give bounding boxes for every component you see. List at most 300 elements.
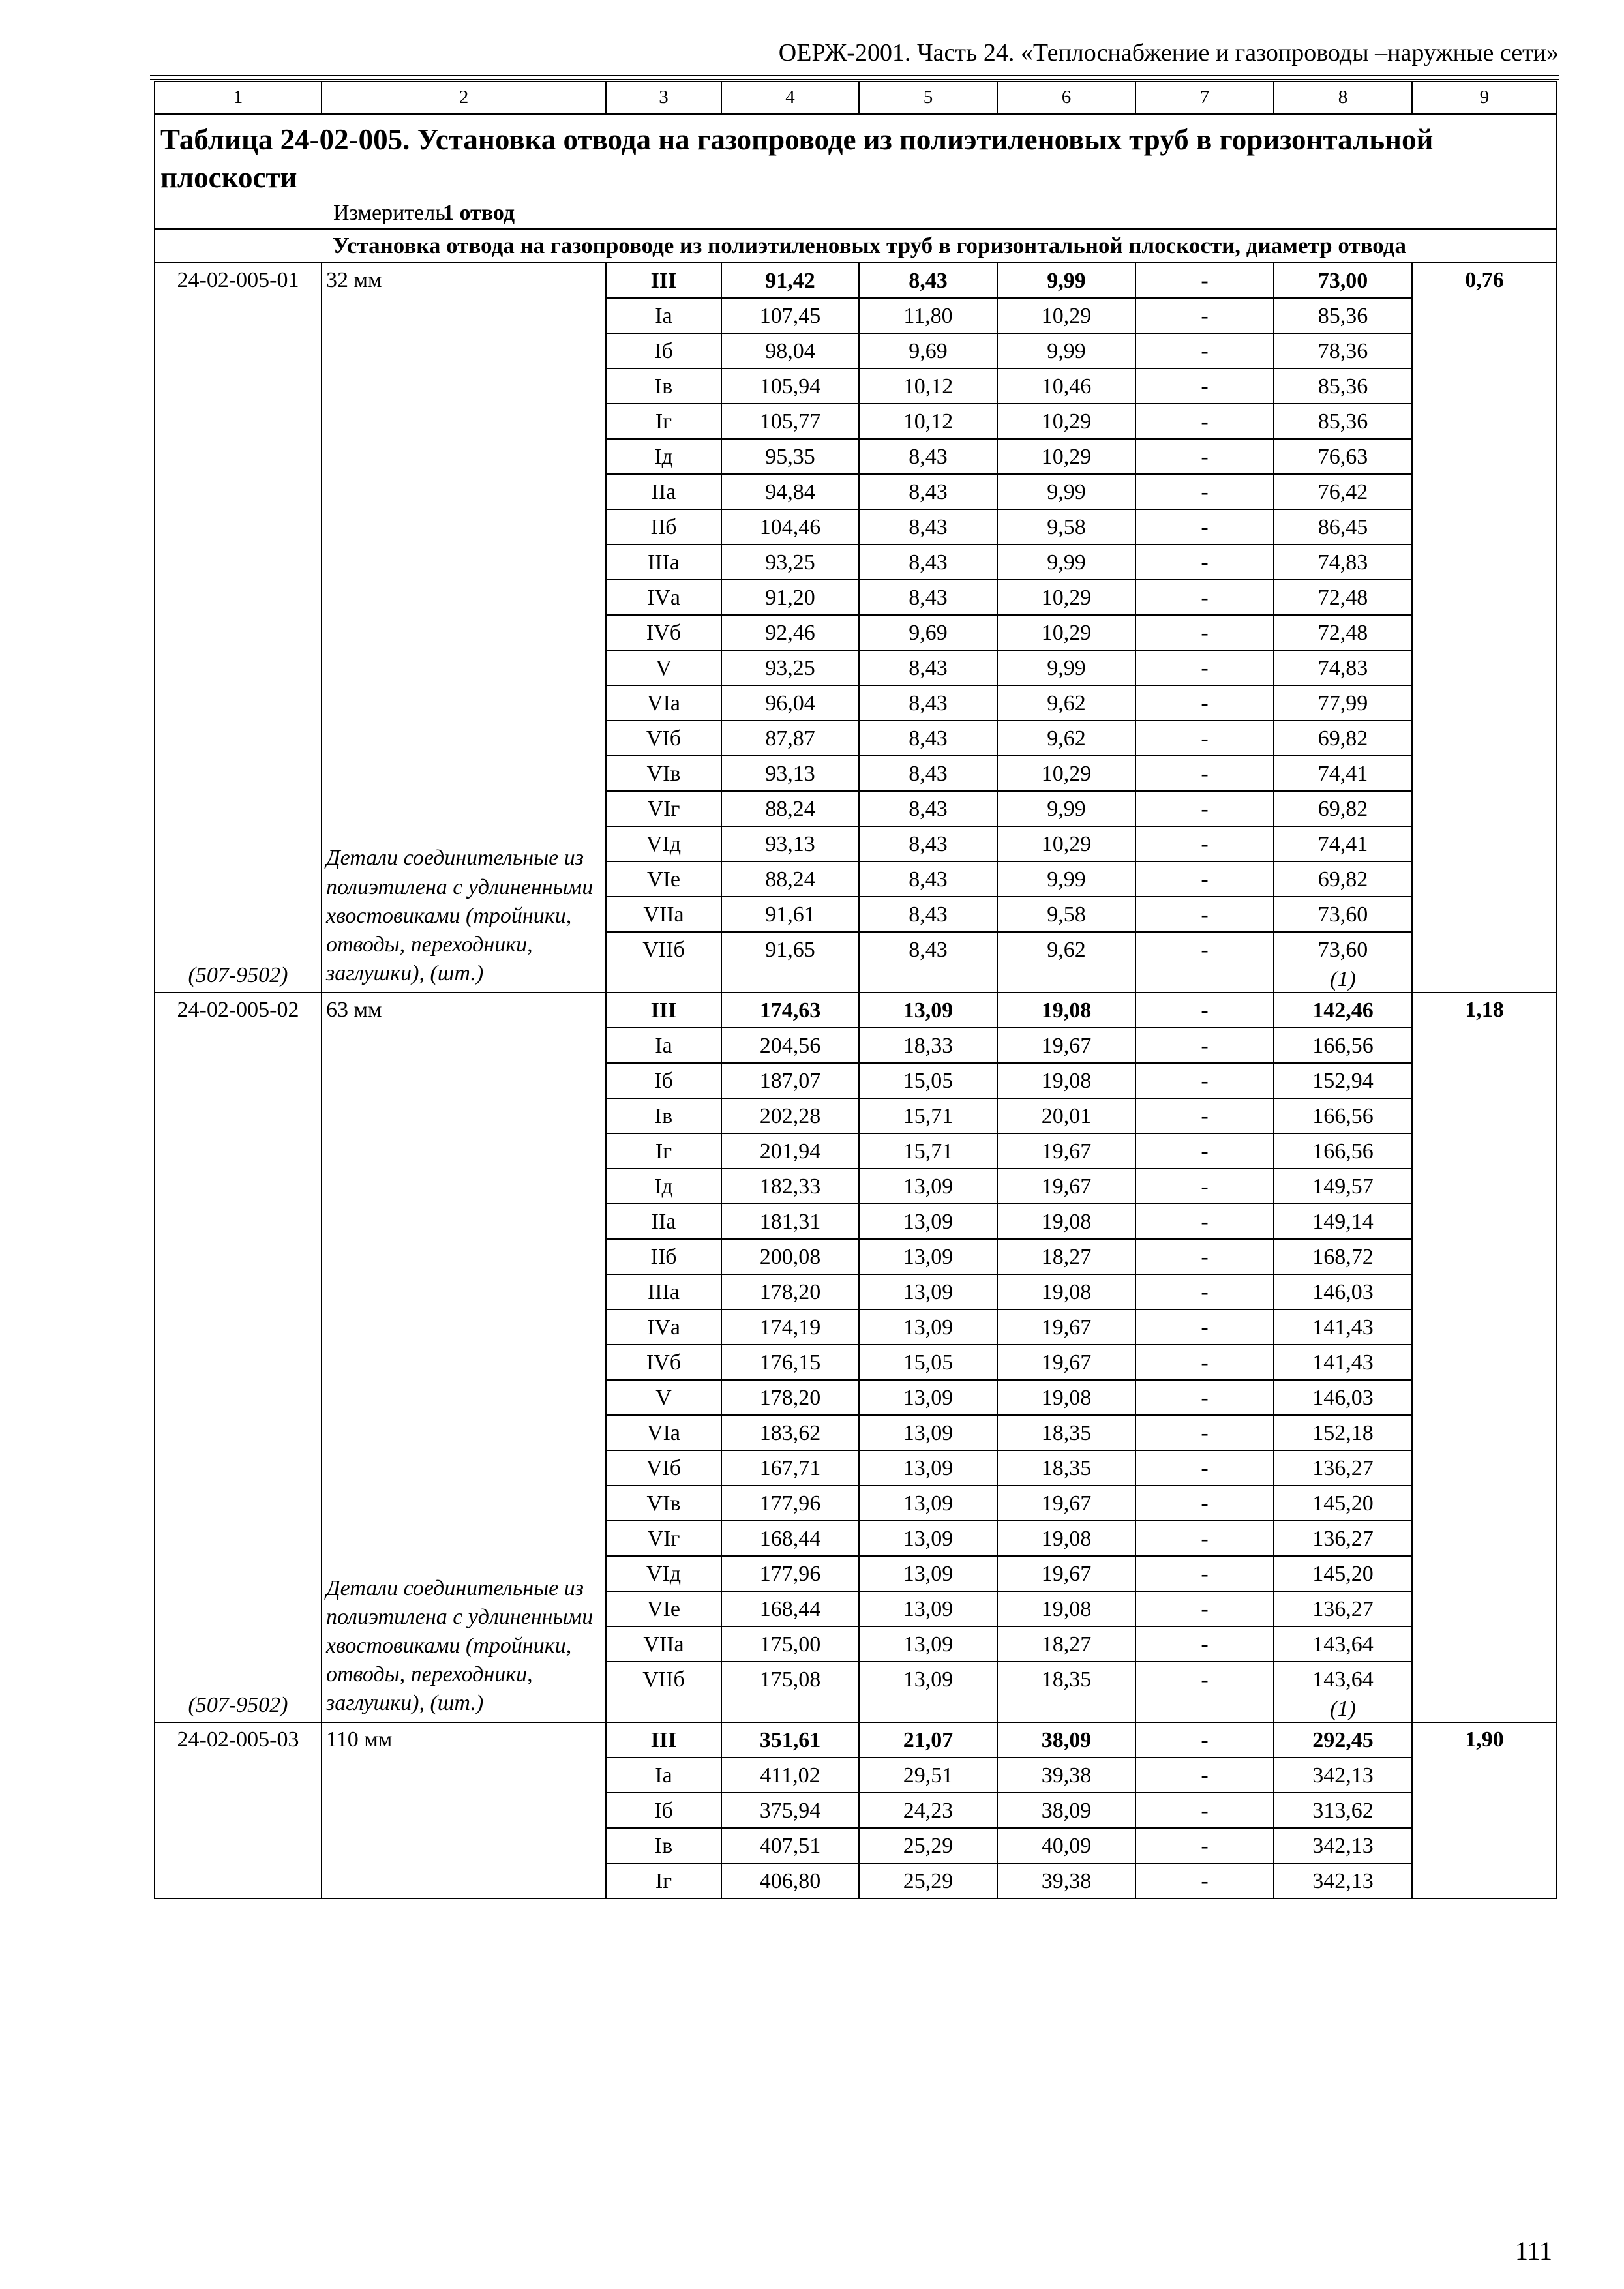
value-cell: 168,44 [721,1521,859,1556]
section-title-row [155,229,1557,263]
value-cell: - [1135,1345,1274,1380]
value-cell: 8,43 [859,474,997,509]
value-cell: - [1135,1450,1274,1486]
value-cell: 183,62 [721,1415,859,1450]
value-cell: - [1135,474,1274,509]
value-cell: 19,67 [997,1133,1135,1169]
value-cell: 69,82 [1274,791,1412,826]
value-cell: 201,94 [721,1133,859,1169]
table-row [155,1722,1557,1758]
value-cell: - [1135,439,1274,474]
value-cell: 174,19 [721,1309,859,1345]
value-cell: 29,51 [859,1758,997,1793]
value-cell: 200,08 [721,1239,859,1274]
value-cell: - [1135,1828,1274,1863]
value-cell: 152,94 [1274,1063,1412,1098]
value-cell: - [1135,509,1274,545]
value-cell: 10,46 [997,368,1135,404]
value-cell: 10,29 [997,615,1135,650]
value-cell: 13,09 [859,1204,997,1239]
value-cell: 149,57 [1274,1169,1412,1204]
coefficient: 0,76 [1465,268,1504,293]
col-number: 7 [1135,82,1274,114]
value-cell: 87,87 [721,721,859,756]
value-cell: 15,05 [859,1345,997,1380]
region-cell: Iг [606,1133,721,1169]
value-cell: 9,99 [997,861,1135,897]
value-cell: 13,09 [859,1309,997,1345]
value-cell: 8,43 [859,545,997,580]
value-cell: - [1135,404,1274,439]
value-cell: - [1135,1863,1274,1898]
col-number: 4 [721,82,859,114]
value-cell: 174,63 [721,993,859,1028]
value-cell: 92,46 [721,615,859,650]
region-cell: Iг [606,404,721,439]
value-cell: 142,46 [1274,993,1412,1028]
value-cell: 182,33 [721,1169,859,1204]
value-cell: - [1135,650,1274,685]
value-cell: 136,27 [1274,1591,1412,1626]
value-cell: 19,08 [997,1521,1135,1556]
region-cell: VIб [606,721,721,756]
value-cell: - [1135,1662,1274,1696]
value-cell: 8,43 [859,439,997,474]
value-cell: 178,20 [721,1380,859,1415]
value-cell: 178,20 [721,1274,859,1309]
value-cell: 342,13 [1274,1863,1412,1898]
material-qty: (1) [1330,967,1356,992]
table-title: Таблица 24-02-005. Установка отвода на газопроводе из полиэтиленовых труб в горизонтальной плоскости [160,123,1434,194]
value-cell: 18,27 [997,1626,1135,1662]
value-cell: 10,12 [859,368,997,404]
value-cell: 11,80 [859,298,997,333]
rate-code-cell [155,993,322,1722]
value-cell: - [1135,1722,1274,1758]
material-code: (507-9502) [188,963,288,988]
value-cell: 411,02 [721,1758,859,1793]
value-cell: 143,64 [1274,1662,1412,1696]
value-cell: 13,09 [859,1626,997,1662]
value-cell: - [1135,1758,1274,1793]
region-cell: III [606,1722,721,1758]
value-cell: - [1135,333,1274,368]
region-cell: V [606,650,721,685]
value-cell: 95,35 [721,439,859,474]
rate-code-cell [155,1722,322,1898]
value-cell: 107,45 [721,298,859,333]
value-cell: 74,41 [1274,756,1412,791]
value-cell: 88,24 [721,861,859,897]
material-qty-cell [1274,1696,1412,1722]
value-cell: 78,36 [1274,333,1412,368]
col-number: 2 [322,82,606,114]
measure-value: 1 отвод [443,201,515,226]
value-cell: - [1135,897,1274,932]
value-cell: 69,82 [1274,861,1412,897]
header-rule-bottom [150,79,1559,80]
value-cell: 13,09 [859,1415,997,1450]
value-cell: 145,20 [1274,1486,1412,1521]
value-cell: 9,58 [997,509,1135,545]
value-cell: 88,24 [721,791,859,826]
value-cell: 9,69 [859,615,997,650]
region-cell: VIе [606,1591,721,1626]
value-cell: 9,58 [997,897,1135,932]
pipe-diameter: 32 мм [326,268,382,293]
value-cell: 8,43 [859,756,997,791]
rate-description-cell [322,263,606,993]
measure-label: Измеритель: [333,201,452,226]
region-cell: III [606,993,721,1028]
value-cell: 73,60 [1274,897,1412,932]
value-cell: 351,61 [721,1722,859,1758]
value-cell: 19,67 [997,1028,1135,1063]
value-cell: 24,23 [859,1793,997,1828]
table-title-row [155,114,1557,229]
empty-cell [859,966,997,993]
value-cell: 20,01 [997,1098,1135,1133]
value-cell: 9,69 [859,333,997,368]
value-cell: 8,43 [859,897,997,932]
value-cell: 176,15 [721,1345,859,1380]
value-cell: 149,14 [1274,1204,1412,1239]
value-cell: 175,08 [721,1662,859,1696]
value-cell: 10,29 [997,404,1135,439]
value-cell: 18,35 [997,1450,1135,1486]
value-cell: 69,82 [1274,721,1412,756]
col-number: 8 [1274,82,1412,114]
value-cell: 18,35 [997,1415,1135,1450]
value-cell: 204,56 [721,1028,859,1063]
col-number: 5 [859,82,997,114]
value-cell: 13,09 [859,1486,997,1521]
table-row [155,263,1557,298]
rate-description-cell [322,993,606,1722]
price-table [154,81,1557,1899]
value-cell: - [1135,545,1274,580]
value-cell: 18,27 [997,1239,1135,1274]
region-cell: IIб [606,509,721,545]
material-qty: (1) [1330,1697,1356,1722]
value-cell: 375,94 [721,1793,859,1828]
col-number: 3 [606,82,721,114]
value-cell: 10,29 [997,826,1135,861]
value-cell: - [1135,993,1274,1028]
value-cell: 13,09 [859,1662,997,1696]
column-number-row [155,82,1557,114]
value-cell: 86,45 [1274,509,1412,545]
value-cell: 177,96 [721,1486,859,1521]
value-cell: 21,07 [859,1722,997,1758]
value-cell: 19,67 [997,1169,1135,1204]
value-cell: 91,42 [721,263,859,298]
rate-code: 24-02-005-03 [177,1728,299,1752]
value-cell: 175,00 [721,1626,859,1662]
region-cell: Iа [606,1758,721,1793]
region-cell: IIIа [606,545,721,580]
value-cell: - [1135,756,1274,791]
value-cell: 38,09 [997,1722,1135,1758]
region-cell: Iд [606,439,721,474]
value-cell: 136,27 [1274,1450,1412,1486]
region-cell: Iв [606,1828,721,1863]
value-cell: 77,99 [1274,685,1412,721]
value-cell: 13,09 [859,1380,997,1415]
value-cell: 146,03 [1274,1274,1412,1309]
value-cell: - [1135,861,1274,897]
region-cell: Iв [606,1098,721,1133]
value-cell: 93,13 [721,756,859,791]
value-cell: 85,36 [1274,298,1412,333]
empty-cell [997,1696,1135,1722]
value-cell: - [1135,580,1274,615]
value-cell: 167,71 [721,1450,859,1486]
value-cell: 91,65 [721,932,859,966]
rate-code: 24-02-005-01 [177,268,299,293]
value-cell: 13,09 [859,1591,997,1626]
material-qty-cell [1274,966,1412,993]
value-cell: - [1135,1591,1274,1626]
region-cell: VIIа [606,1626,721,1662]
coefficient-cell [1412,263,1557,993]
value-cell: 9,99 [997,791,1135,826]
value-cell: - [1135,1309,1274,1345]
region-cell: IIа [606,474,721,509]
empty-cell [721,1696,859,1722]
value-cell: 8,43 [859,791,997,826]
value-cell: 8,43 [859,685,997,721]
value-cell: 91,20 [721,580,859,615]
empty-cell [997,966,1135,993]
value-cell: 8,43 [859,932,997,966]
value-cell: 145,20 [1274,1556,1412,1591]
value-cell: 9,62 [997,932,1135,966]
region-cell: III [606,263,721,298]
material-description: Детали соединительные из полиэтилена с удлиненными хвостовиками (тройники, отводы, переходники, заглушки), (шт.) [326,1576,594,1716]
value-cell: 152,18 [1274,1415,1412,1450]
page-number: 111 [1514,2236,1552,2266]
value-cell: - [1135,826,1274,861]
region-cell: VIе [606,861,721,897]
value-cell: 74,83 [1274,650,1412,685]
value-cell: - [1135,615,1274,650]
rate-description-cell [322,1722,606,1898]
value-cell: 72,48 [1274,615,1412,650]
value-cell: - [1135,932,1274,966]
value-cell: 93,25 [721,545,859,580]
value-cell: 13,09 [859,1274,997,1309]
region-cell: IIIа [606,1274,721,1309]
value-cell: - [1135,298,1274,333]
col-number: 6 [997,82,1135,114]
value-cell: 13,09 [859,1239,997,1274]
value-cell: - [1135,1239,1274,1274]
region-cell: IVб [606,615,721,650]
value-cell: 166,56 [1274,1028,1412,1063]
value-cell: - [1135,1204,1274,1239]
header-rule-top [150,75,1559,76]
region-cell: VIд [606,1556,721,1591]
value-cell: 19,08 [997,993,1135,1028]
value-cell: 74,83 [1274,545,1412,580]
value-cell: 8,43 [859,721,997,756]
value-cell: 98,04 [721,333,859,368]
empty-cell [1135,966,1274,993]
value-cell: 313,62 [1274,1793,1412,1828]
rate-code: 24-02-005-02 [177,998,299,1023]
value-cell: 10,29 [997,756,1135,791]
region-cell: VIIа [606,897,721,932]
empty-cell [721,966,859,993]
value-cell: 8,43 [859,509,997,545]
value-cell: 13,09 [859,1450,997,1486]
value-cell: 19,08 [997,1274,1135,1309]
region-cell: Iб [606,333,721,368]
value-cell: 38,09 [997,1793,1135,1828]
value-cell: 342,13 [1274,1758,1412,1793]
value-cell: 8,43 [859,826,997,861]
empty-cell [606,1696,721,1722]
region-cell: IIа [606,1204,721,1239]
region-cell: VIв [606,1486,721,1521]
value-cell: - [1135,1415,1274,1450]
measure-line [160,200,1551,226]
value-cell: 13,09 [859,993,997,1028]
value-cell: 13,09 [859,1556,997,1591]
coefficient: 1,90 [1465,1728,1504,1752]
value-cell: 94,84 [721,474,859,509]
value-cell: - [1135,1274,1274,1309]
value-cell: 9,99 [997,650,1135,685]
value-cell: 25,29 [859,1863,997,1898]
value-cell: 105,94 [721,368,859,404]
value-cell: 104,46 [721,509,859,545]
table-body [155,82,1557,1898]
region-cell: VIг [606,791,721,826]
value-cell: 292,45 [1274,1722,1412,1758]
value-cell: 15,71 [859,1098,997,1133]
value-cell: - [1135,1380,1274,1415]
value-cell: 9,99 [997,545,1135,580]
table-row [155,993,1557,1028]
region-cell: VIа [606,1415,721,1450]
value-cell: 19,08 [997,1591,1135,1626]
coefficient-cell [1412,993,1557,1722]
pipe-diameter: 63 мм [326,998,382,1023]
value-cell: 19,08 [997,1380,1135,1415]
value-cell: 10,29 [997,580,1135,615]
empty-cell [606,966,721,993]
value-cell: 10,29 [997,439,1135,474]
value-cell: 15,71 [859,1133,997,1169]
value-cell: 18,35 [997,1662,1135,1696]
value-cell: 73,60 [1274,932,1412,966]
value-cell: 168,44 [721,1591,859,1626]
value-cell: - [1135,1098,1274,1133]
coefficient: 1,18 [1465,998,1504,1023]
region-cell: VIIб [606,932,721,966]
value-cell: - [1135,721,1274,756]
value-cell: 342,13 [1274,1828,1412,1863]
col-number: 9 [1412,82,1557,114]
region-cell: Iв [606,368,721,404]
value-cell: 15,05 [859,1063,997,1098]
value-cell: - [1135,1063,1274,1098]
region-cell: VIа [606,685,721,721]
value-cell: 18,33 [859,1028,997,1063]
value-cell: - [1135,1169,1274,1204]
value-cell: 8,43 [859,263,997,298]
value-cell: 166,56 [1274,1098,1412,1133]
material-description: Детали соединительные из полиэтилена с удлиненными хвостовиками (тройники, отводы, переходники, заглушки), (шт.) [326,846,594,986]
region-cell: VIб [606,1450,721,1486]
value-cell: 91,61 [721,897,859,932]
value-cell: 168,72 [1274,1239,1412,1274]
value-cell: 136,27 [1274,1521,1412,1556]
running-header: ОЕРЖ-2001. Часть 24. «Теплоснабжение и газопроводы –наружные сети» [778,39,1559,67]
value-cell: 8,43 [859,650,997,685]
value-cell: 187,07 [721,1063,859,1098]
region-cell: VIг [606,1521,721,1556]
value-cell: 406,80 [721,1863,859,1898]
region-cell: Iд [606,1169,721,1204]
region-cell: VIд [606,826,721,861]
value-cell: 72,48 [1274,580,1412,615]
value-cell: 39,38 [997,1863,1135,1898]
value-cell: 10,12 [859,404,997,439]
value-cell: 40,09 [997,1828,1135,1863]
value-cell: 93,25 [721,650,859,685]
value-cell: 39,38 [997,1758,1135,1793]
region-cell: IVа [606,580,721,615]
empty-cell [859,1696,997,1722]
value-cell: 13,09 [859,1521,997,1556]
value-cell: 19,08 [997,1204,1135,1239]
value-cell: 141,43 [1274,1345,1412,1380]
region-cell: IVб [606,1345,721,1380]
value-cell: 19,67 [997,1556,1135,1591]
value-cell: 166,56 [1274,1133,1412,1169]
value-cell: - [1135,1521,1274,1556]
value-cell: 25,29 [859,1828,997,1863]
pipe-diameter: 110 мм [326,1728,393,1752]
region-cell: IVа [606,1309,721,1345]
region-cell: VIв [606,756,721,791]
value-cell: 10,29 [997,298,1135,333]
value-cell: 8,43 [859,580,997,615]
value-cell: 19,67 [997,1309,1135,1345]
value-cell: 19,08 [997,1063,1135,1098]
value-cell: - [1135,1486,1274,1521]
col-number: 1 [155,82,322,114]
region-cell: V [606,1380,721,1415]
value-cell: 407,51 [721,1828,859,1863]
region-cell: Iб [606,1063,721,1098]
region-cell: Iг [606,1863,721,1898]
value-cell: - [1135,368,1274,404]
value-cell: 177,96 [721,1556,859,1591]
value-cell: 141,43 [1274,1309,1412,1345]
value-cell: 9,99 [997,263,1135,298]
value-cell: 8,43 [859,861,997,897]
region-cell: Iб [606,1793,721,1828]
material-code: (507-9502) [188,1693,288,1718]
value-cell: 146,03 [1274,1380,1412,1415]
value-cell: - [1135,1793,1274,1828]
value-cell: 85,36 [1274,368,1412,404]
region-cell: Iа [606,298,721,333]
